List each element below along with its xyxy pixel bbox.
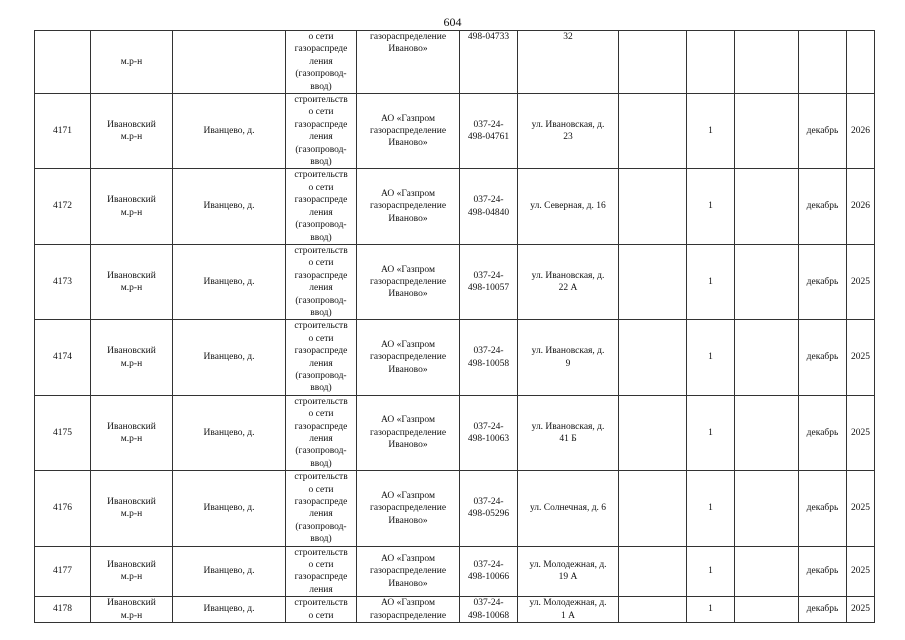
district-cell [91, 395, 173, 470]
work-type-cell [286, 597, 357, 623]
cell-text-line: ления [309, 584, 333, 595]
month-cell [799, 31, 847, 94]
cell-text-line: АО «Газпром [380, 490, 435, 501]
cell-text-line: ул. Молодежная, д. [529, 560, 607, 571]
cell-text-line: 498-10058 [467, 358, 510, 369]
cell-text-line: строительств [294, 472, 348, 483]
row-number-cell: 4177 [35, 546, 91, 597]
district-cell [91, 94, 173, 169]
year-cell: 2025 [847, 320, 875, 395]
cell-text-line: газораспреде [294, 346, 348, 357]
extra-cell [619, 244, 687, 319]
cell-text-line: о сети [308, 409, 334, 420]
year-cell: 2025 [847, 244, 875, 319]
cell-text-line: ления [309, 358, 333, 369]
table-row [35, 546, 875, 597]
cell-text-line: газораспреде [294, 44, 348, 55]
month-cell: декабрь [799, 320, 847, 395]
cell-text-line: м.р-н [120, 207, 143, 218]
year-cell: 2026 [847, 94, 875, 169]
cell-text-line: ления [309, 283, 333, 294]
gas-connection-table [34, 30, 875, 623]
cell-text-line: (газопровод- [295, 521, 347, 532]
organization-cell [357, 597, 460, 623]
row-number-cell: 4176 [35, 471, 91, 546]
cell-text-line: ления [309, 434, 333, 444]
cell-text-line: 41 Б [559, 434, 577, 444]
cell-text-line: Иваново» [388, 515, 428, 526]
empty-cell [735, 471, 799, 546]
cell-text-line: (газопровод- [295, 446, 347, 457]
year-cell: 2025 [847, 597, 875, 623]
address-cell [518, 597, 619, 623]
table-row [35, 94, 875, 169]
cell-text-line: ления [309, 56, 333, 67]
month-cell: декабрь [799, 546, 847, 597]
cell-text-line: о сети [308, 182, 334, 193]
cell-text-line: Ивановский [107, 497, 156, 508]
locality-cell: Иванцево, д. [173, 320, 286, 395]
district-cell [91, 320, 173, 395]
cell-text-line: ввод) [310, 157, 332, 168]
table-row [35, 320, 875, 395]
cell-text-line: ления [309, 509, 333, 520]
organization-cell [357, 31, 460, 94]
cell-text-line: ул. Ивановская, д. [531, 119, 605, 130]
cell-text-line: газораспределение [369, 276, 447, 287]
cell-text-line: газораспреде [294, 270, 348, 281]
locality-cell [173, 31, 286, 94]
extra-cell [619, 471, 687, 546]
extra-cell [619, 320, 687, 395]
request-code-cell [460, 320, 518, 395]
cell-text-line: Иваново» [388, 44, 428, 55]
cell-text-line: строительств [294, 547, 348, 558]
address-cell [518, 320, 619, 395]
cell-text-line: Иваново» [388, 289, 428, 300]
cell-text-line: строительств [294, 598, 348, 609]
row-number-cell: 4173 [35, 244, 91, 319]
month-cell: декабрь [799, 597, 847, 623]
cell-text-line: газораспределение [369, 126, 447, 137]
cell-text-line: ввод) [310, 307, 332, 318]
cell-text-line: (газопровод- [295, 144, 347, 155]
cell-text-line: м.р-н [120, 283, 143, 294]
cell-text-line: газораспреде [294, 421, 348, 432]
cell-text-line: 037-24- [473, 497, 504, 508]
district-cell [91, 597, 173, 623]
cell-text-line: АО «Газпром [380, 598, 435, 609]
extra-cell [619, 31, 687, 94]
month-cell: декабрь [799, 169, 847, 244]
year-cell: 2025 [847, 546, 875, 597]
cell-text-line: 498-05296 [467, 509, 510, 520]
cell-text-line: о сети [308, 484, 334, 495]
work-type-cell [286, 31, 357, 94]
table-row [35, 471, 875, 546]
cell-text-line: м.р-н [120, 434, 143, 444]
cell-text-line: строительств [294, 321, 348, 332]
address-cell [518, 395, 619, 470]
quantity-cell: 1 [687, 320, 735, 395]
cell-text-line: 037-24- [473, 560, 504, 571]
district-cell [91, 31, 173, 94]
request-code-cell [460, 546, 518, 597]
quantity-cell: 1 [687, 169, 735, 244]
cell-text-line: Ивановский [107, 195, 156, 206]
cell-text-line: ввод) [310, 81, 332, 92]
cell-text-line: газораспределение [369, 352, 447, 363]
month-cell: декабрь [799, 244, 847, 319]
cell-text-line: ввод) [310, 458, 332, 469]
cell-text-line: Иваново» [388, 138, 428, 149]
cell-text-line: ввод) [310, 383, 332, 394]
request-code-cell [460, 94, 518, 169]
quantity-cell: 1 [687, 94, 735, 169]
empty-cell [735, 31, 799, 94]
cell-text-line: 9 [565, 358, 571, 369]
work-type-cell [286, 395, 357, 470]
quantity-cell: 1 [687, 395, 735, 470]
cell-text-line: газораспреде [294, 119, 348, 130]
cell-text-line: Ивановский [107, 421, 156, 432]
work-type-cell [286, 169, 357, 244]
cell-text-line: (газопровод- [295, 370, 347, 381]
address-cell [518, 546, 619, 597]
year-cell [847, 31, 875, 94]
empty-cell [735, 244, 799, 319]
cell-text-line: газораспределение [369, 503, 447, 514]
cell-text-line: Иваново» [388, 440, 428, 451]
work-type-cell [286, 244, 357, 319]
cell-text-line: 037-24- [473, 346, 504, 357]
cell-text-line: 498-10057 [467, 283, 510, 294]
cell-text-line: газораспределение [369, 427, 447, 438]
cell-text-line: 1 А [561, 610, 575, 621]
work-type-cell [286, 546, 357, 597]
year-cell: 2025 [847, 395, 875, 470]
cell-text-line: (газопровод- [295, 69, 347, 80]
work-type-cell [286, 471, 357, 546]
address-cell [518, 244, 619, 319]
cell-text-line: 32 [563, 32, 573, 42]
cell-text-line: Ивановский [107, 119, 156, 130]
extra-cell [619, 597, 687, 623]
district-cell [91, 169, 173, 244]
locality-cell: Иванцево, д. [173, 244, 286, 319]
request-code-cell [460, 31, 518, 94]
cell-text-line: газораспределение [369, 566, 447, 577]
quantity-cell [687, 31, 735, 94]
cell-text-line: о сети [308, 258, 334, 269]
address-cell [518, 169, 619, 244]
empty-cell [735, 597, 799, 623]
request-code-cell [460, 471, 518, 546]
cell-text-line: Иваново» [388, 364, 428, 375]
cell-text-line: АО «Газпром [380, 339, 435, 350]
cell-text-line: АО «Газпром [380, 113, 435, 124]
address-cell [518, 471, 619, 546]
cell-text-line: ул. Солнечная, д. 6 [529, 503, 607, 514]
year-cell: 2025 [847, 471, 875, 546]
cell-text-line: о сети [308, 107, 334, 118]
cell-text-line: 23 [563, 132, 573, 143]
cell-text-line: газораспределение [369, 201, 447, 212]
cell-text-line: 498-10068 [467, 610, 510, 621]
cell-text-line: Ивановский [107, 346, 156, 357]
extra-cell [619, 169, 687, 244]
district-cell [91, 546, 173, 597]
organization-cell [357, 471, 460, 546]
locality-cell: Иванцево, д. [173, 546, 286, 597]
cell-text-line: 037-24- [473, 270, 504, 281]
locality-cell: Иванцево, д. [173, 395, 286, 470]
cell-text-line: АО «Газпром [380, 553, 435, 564]
cell-text-line: 498-04733 [467, 32, 510, 42]
cell-text-line: ввод) [310, 232, 332, 243]
request-code-cell [460, 169, 518, 244]
row-number-cell: 4171 [35, 94, 91, 169]
cell-text-line: о сети [308, 333, 334, 344]
organization-cell [357, 169, 460, 244]
cell-text-line: Иваново» [388, 213, 428, 224]
cell-text-line: Ивановский [107, 270, 156, 281]
district-cell [91, 471, 173, 546]
cell-text-line: (газопровод- [295, 295, 347, 306]
cell-text-line: ул. Молодежная, д. [529, 598, 607, 609]
work-type-cell [286, 320, 357, 395]
organization-cell [357, 546, 460, 597]
district-cell [91, 244, 173, 319]
row-number-cell: 4172 [35, 169, 91, 244]
table-row-continued [35, 31, 875, 94]
quantity-cell: 1 [687, 244, 735, 319]
cell-text-line: строительств [294, 170, 348, 181]
locality-cell: Иванцево, д. [173, 169, 286, 244]
month-cell: декабрь [799, 471, 847, 546]
table-row [35, 395, 875, 470]
address-cell [518, 31, 619, 94]
table-row [35, 597, 875, 623]
row-number-cell: 4178 [35, 597, 91, 623]
request-code-cell [460, 597, 518, 623]
request-code-cell [460, 395, 518, 470]
cell-text-line: газораспреде [294, 572, 348, 583]
cell-text-line: м.р-н [120, 132, 143, 143]
cell-text-line: 037-24- [473, 598, 504, 609]
cell-text-line: Ивановский [107, 598, 156, 609]
cell-text-line: строительств [294, 95, 348, 106]
extra-cell [619, 546, 687, 597]
cell-text-line: АО «Газпром [380, 189, 435, 200]
row-number-cell: 4174 [35, 320, 91, 395]
cell-text-line: 037-24- [473, 421, 504, 432]
cell-text-line: строительств [294, 396, 348, 407]
locality-cell: Иванцево, д. [173, 597, 286, 623]
address-cell [518, 94, 619, 169]
cell-text-line: 498-04840 [467, 207, 510, 218]
cell-text-line: м.р-н [120, 509, 143, 520]
month-cell: декабрь [799, 94, 847, 169]
table-row [35, 169, 875, 244]
cell-text-line: ул. Северная, д. 16 [530, 201, 606, 212]
cell-text-line: м.р-н [120, 572, 143, 583]
cell-text-line: АО «Газпром [380, 415, 435, 426]
month-cell: декабрь [799, 395, 847, 470]
cell-text-line: газораспреде [294, 195, 348, 206]
table-body [35, 31, 875, 623]
cell-text-line: Ивановский [107, 560, 156, 571]
organization-cell [357, 94, 460, 169]
year-cell: 2026 [847, 169, 875, 244]
cell-text-line: газораспределение [369, 32, 447, 42]
request-code-cell [460, 244, 518, 319]
cell-text-line: м.р-н [120, 610, 143, 621]
cell-text-line: 037-24- [473, 195, 504, 206]
locality-cell: Иванцево, д. [173, 94, 286, 169]
cell-text-line: о сети [308, 32, 334, 42]
organization-cell [357, 320, 460, 395]
cell-text-line: о сети [308, 610, 334, 621]
cell-text-line: о сети [308, 560, 334, 571]
extra-cell [619, 395, 687, 470]
cell-text-line: м.р-н [120, 56, 143, 67]
cell-text-line: 498-10066 [467, 572, 510, 583]
empty-cell [735, 320, 799, 395]
cell-text-line: газораспреде [294, 497, 348, 508]
cell-text-line: ления [309, 132, 333, 143]
cell-text-line: ввод) [310, 534, 332, 545]
cell-text-line: строительств [294, 245, 348, 256]
cell-text-line: (газопровод- [295, 220, 347, 231]
locality-cell: Иванцево, д. [173, 471, 286, 546]
cell-text-line: 498-10063 [467, 434, 510, 444]
work-type-cell [286, 94, 357, 169]
empty-cell [735, 94, 799, 169]
cell-text-line: ул. Ивановская, д. [531, 270, 605, 281]
empty-cell [735, 395, 799, 470]
organization-cell [357, 244, 460, 319]
cell-text-line: 498-04761 [467, 132, 510, 143]
cell-text-line: 037-24- [473, 119, 504, 130]
cell-text-line: газораспределение [369, 610, 447, 621]
cell-text-line: ул. Ивановская, д. [531, 346, 605, 357]
cell-text-line: м.р-н [120, 358, 143, 369]
cell-text-line: ления [309, 207, 333, 218]
quantity-cell: 1 [687, 471, 735, 546]
empty-cell [735, 546, 799, 597]
organization-cell [357, 395, 460, 470]
cell-text-line: ул. Ивановская, д. [531, 421, 605, 432]
cell-text-line: 19 А [558, 572, 578, 583]
row-number-cell [35, 31, 91, 94]
quantity-cell: 1 [687, 546, 735, 597]
extra-cell [619, 94, 687, 169]
page-number: 604 [443, 15, 462, 29]
table-row [35, 244, 875, 319]
empty-cell [735, 169, 799, 244]
cell-text-line: 22 А [558, 283, 578, 294]
cell-text-line: Иваново» [388, 578, 428, 589]
cell-text-line: АО «Газпром [380, 264, 435, 275]
row-number-cell: 4175 [35, 395, 91, 470]
quantity-cell: 1 [687, 597, 735, 623]
